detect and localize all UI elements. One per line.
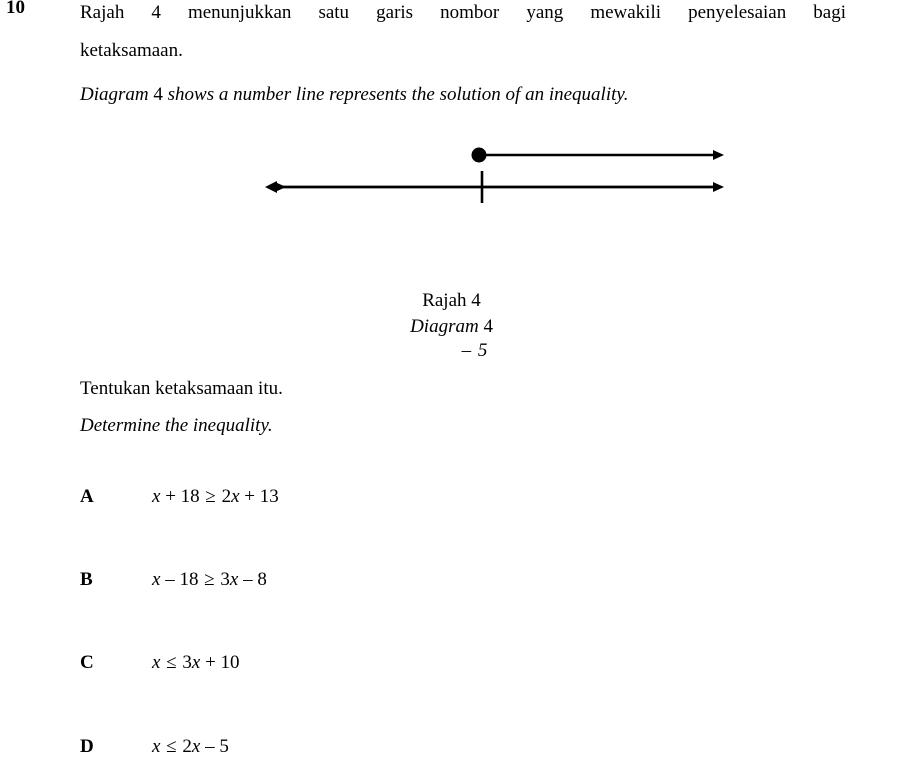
- option-d-rhs-coef: 2: [177, 736, 192, 757]
- option-c-rhs-tail: + 10: [200, 652, 240, 673]
- option-b-rhs-tail: – 8: [238, 569, 267, 590]
- option-d-relation: ≤: [166, 736, 177, 757]
- option-c-rhs-coef: 3: [177, 652, 192, 673]
- number-line-svg: [0, 132, 903, 252]
- option-b-relation: ≥: [204, 569, 215, 590]
- option-d-rhs-var: x: [191, 736, 201, 757]
- figure-caption: [0, 288, 903, 340]
- option-expression-d: [152, 736, 229, 758]
- option-letter-b: B: [80, 569, 93, 590]
- option-a-lhs-op: + 18: [160, 486, 205, 507]
- answer-option-a[interactable]: [0, 486, 903, 516]
- option-a-rhs-tail: + 13: [239, 486, 279, 507]
- stem-english: [80, 76, 846, 114]
- option-c-rhs-var: x: [191, 652, 201, 673]
- option-expression-b: [152, 569, 267, 591]
- caption-english-word: Diagram: [410, 316, 479, 337]
- option-a-lhs-var: x: [152, 486, 161, 507]
- answer-option-c[interactable]: [0, 652, 903, 682]
- axis-left-arrowhead: [265, 181, 277, 193]
- option-a-rhs-coef: 2: [216, 486, 232, 507]
- instruction-english: Determine the inequality.: [80, 415, 273, 436]
- caption-malay: Rajah 4: [422, 290, 481, 311]
- stem-malay-line2: ketaksamaan.: [80, 40, 183, 61]
- option-d-rhs-tail: – 5: [200, 736, 229, 757]
- question-stem: [80, 0, 846, 114]
- stem-english-rest: shows a number line represents the solution of an inequality.: [162, 84, 629, 105]
- option-a-relation: ≥: [205, 486, 216, 507]
- question-number: 10: [6, 0, 25, 18]
- option-expression-a: [152, 486, 279, 508]
- instruction-malay: Tentukan ketaksamaan itu.: [80, 378, 283, 399]
- option-c-lhs-var: x: [152, 652, 161, 673]
- option-expression-c: [152, 652, 240, 674]
- option-b-rhs-coef: 3: [215, 569, 230, 590]
- question-instruction: [80, 370, 283, 444]
- option-b-rhs-var: x: [229, 569, 239, 590]
- answer-option-b[interactable]: [0, 569, 903, 599]
- option-letter-c: C: [80, 652, 94, 673]
- option-c-relation: ≤: [166, 652, 177, 673]
- caption-english: [0, 314, 903, 340]
- option-a-rhs-var: x: [231, 486, 240, 507]
- stem-english-diagram-number: 4: [153, 84, 163, 105]
- closed-circle-point: [472, 148, 487, 163]
- tick-label-minus-5: – 5: [461, 340, 489, 361]
- option-b-lhs-var: x: [152, 569, 161, 590]
- answer-option-d[interactable]: [0, 736, 903, 766]
- option-letter-a: A: [80, 486, 94, 507]
- stem-malay-line1: Rajah 4 menunjukkan satu garis nombor yang mewakili penyelesaian bagi: [80, 2, 846, 23]
- stem-english-lead: Diagram: [80, 84, 154, 105]
- option-b-lhs-op: – 18: [160, 569, 204, 590]
- option-letter-d: D: [80, 736, 94, 757]
- caption-english-number: 4: [483, 316, 493, 337]
- option-d-lhs-var: x: [152, 736, 161, 757]
